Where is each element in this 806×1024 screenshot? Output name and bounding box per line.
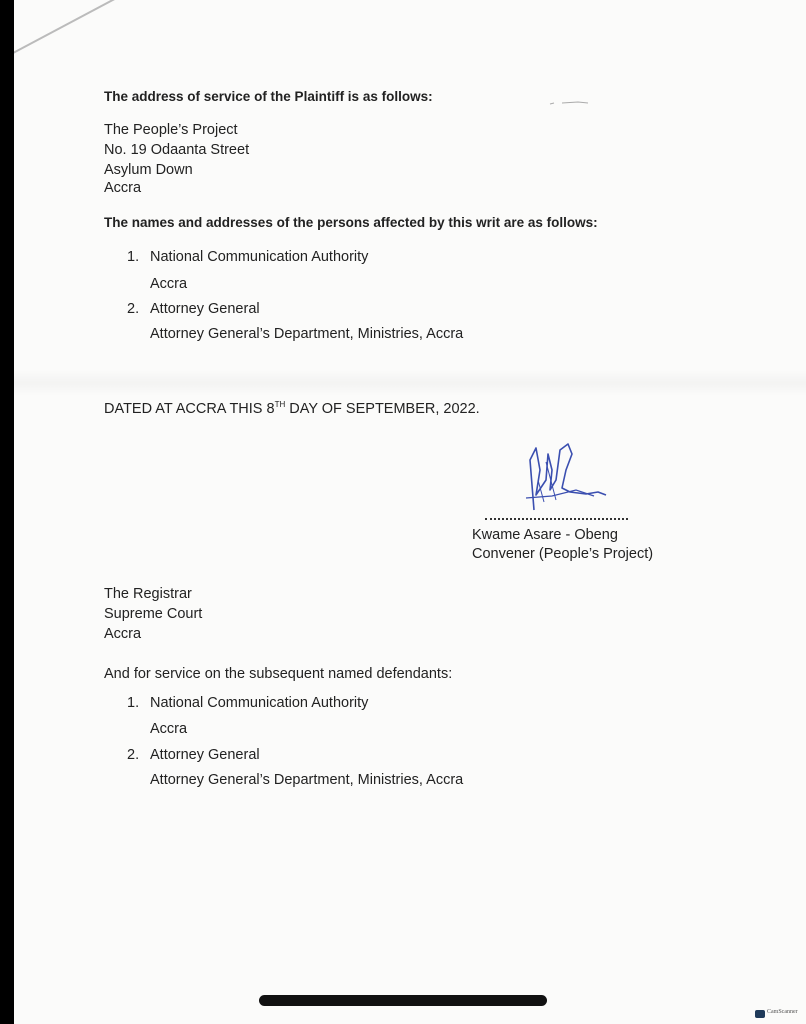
affected-item-name: Attorney General <box>150 301 260 317</box>
service-address-line: Asylum Down <box>104 162 193 178</box>
affected-item-location: Accra <box>150 276 188 292</box>
affected-item-location: Attorney General’s Department, Ministries, Accra <box>150 326 464 342</box>
signature-dotted-line <box>485 514 628 520</box>
page-corner-edge <box>14 0 119 64</box>
affected-item-name: National Communication Authority <box>150 249 369 265</box>
registrar-line: Accra <box>104 626 142 642</box>
scan-smudge <box>548 100 598 106</box>
affected-item-number: 1. <box>127 249 140 265</box>
affected-item-number: 2. <box>127 301 140 317</box>
dated-superscript: TH <box>274 400 286 410</box>
service-address-line: Accra <box>104 180 142 196</box>
registrar-line: Supreme Court <box>104 606 203 622</box>
signature-image <box>516 440 626 520</box>
defendant-item-number: 2. <box>127 747 140 763</box>
document-page <box>14 0 806 1024</box>
defendant-item-name: Attorney General <box>150 747 260 763</box>
service-address-line: No. 19 Odaanta Street <box>104 142 250 158</box>
fold-shadow <box>14 370 806 396</box>
signatory-title: Convener (People’s Project) <box>472 546 654 562</box>
defendant-item-name: National Communication Authority <box>150 695 369 711</box>
registrar-line: The Registrar <box>104 586 192 602</box>
defendant-item-location: Attorney General’s Department, Ministries, Accra <box>150 772 464 788</box>
camscanner-watermark: CamScanner <box>767 1009 798 1015</box>
dated-line <box>104 400 480 419</box>
defendant-item-number: 1. <box>127 695 140 711</box>
service-heading: The address of service of the Plaintiff is as follows: <box>104 89 433 104</box>
camscanner-logo-icon <box>755 1010 765 1018</box>
service-address-line: The People’s Project <box>104 122 238 138</box>
dated-suffix: DAY OF SEPTEMBER, 2022. <box>285 401 480 417</box>
home-indicator-bar[interactable] <box>259 995 547 1006</box>
defendants-heading: And for service on the subsequent named defendants: <box>104 666 453 682</box>
dated-prefix: DATED AT ACCRA THIS 8 <box>104 401 275 417</box>
signatory-name: Kwame Asare - Obeng <box>472 527 618 543</box>
affected-heading: The names and addresses of the persons affected by this writ are as follows: <box>104 215 598 230</box>
defendant-item-location: Accra <box>150 721 188 737</box>
